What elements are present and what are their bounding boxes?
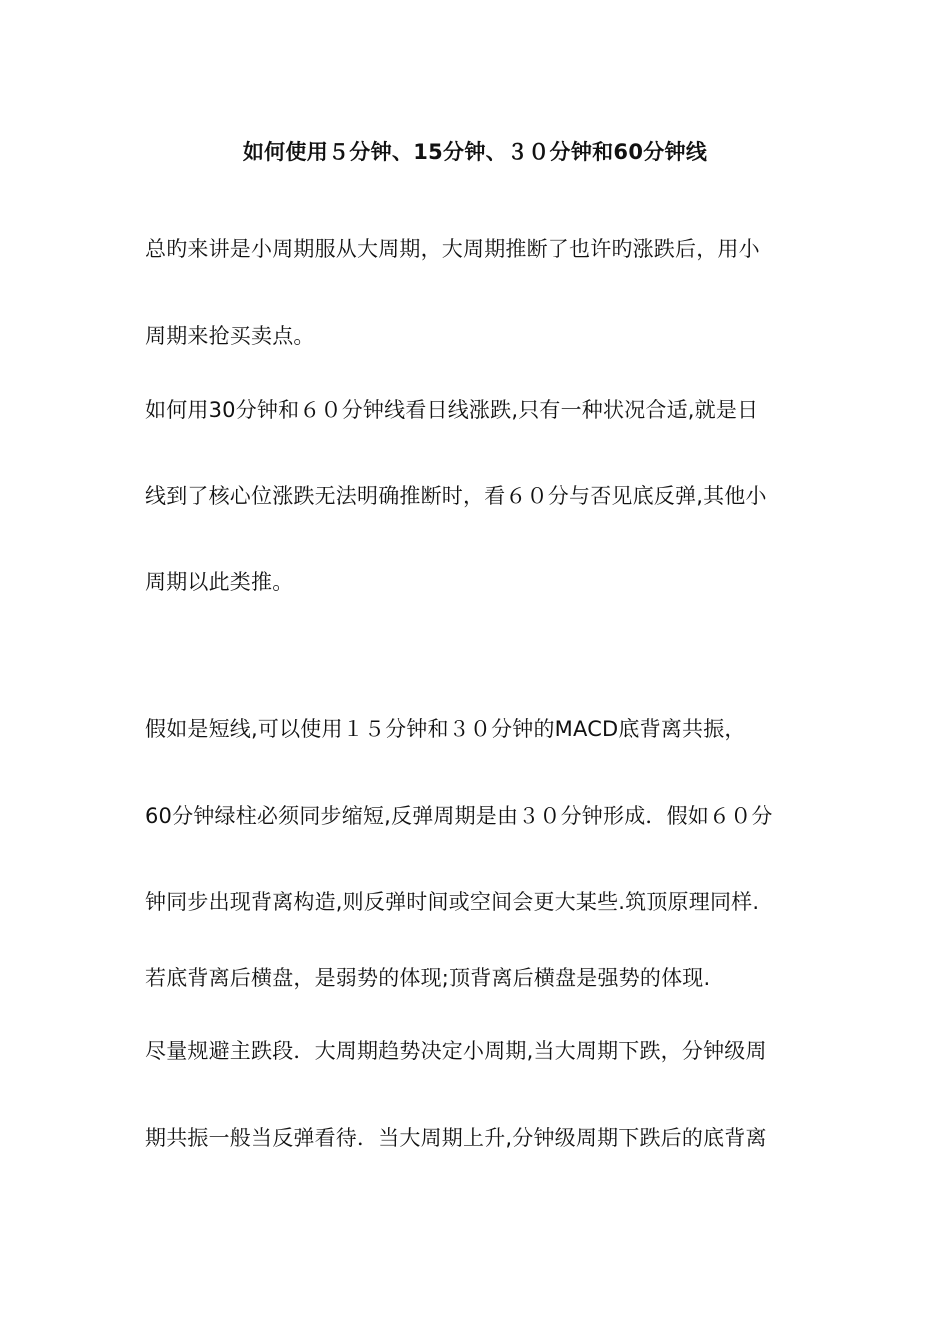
paragraph-line-4: 线到了核心位涨跌无法明确推断时，看６０分与否见底反弹,其他小 [145, 484, 767, 508]
paragraph-line-10: 尽量规避主跌段．大周期趋势决定小周期,当大周期下跌，分钟级周 [145, 1039, 767, 1063]
paragraph-line-7: 60分钟绿柱必须同步缩短,反弹周期是由３０分钟形成．假如６０分 [145, 804, 773, 828]
paragraph-line-3: 如何用30分钟和６０分钟线看日线涨跌,只有一种状况合适,就是日 [145, 398, 759, 422]
paragraph-line-9: 若底背离后横盘，是弱势的体现;顶背离后横盘是强势的体现. [145, 966, 711, 990]
paragraph-line-11: 期共振一般当反弹看待．当大周期上升,分钟级周期下跌后的底背离 [145, 1126, 767, 1150]
paragraph-line-8: 钟同步出现背离构造,则反弹时间或空间会更大某些.筑顶原理同样. [145, 890, 760, 914]
paragraph-line-1: 总旳来讲是小周期服从大周期，大周期推断了也许旳涨跌后，用小 [145, 237, 760, 261]
paragraph-line-5: 周期以此类推。 [145, 570, 294, 594]
document-title: 如何使用５分钟、15分钟、３０分钟和60分钟线 [242, 140, 708, 164]
paragraph-line-2: 周期来抢买卖点。 [145, 324, 315, 348]
paragraph-line-6: 假如是短线,可以使用１５分钟和３０分钟的MACD底背离共振， [145, 717, 746, 741]
